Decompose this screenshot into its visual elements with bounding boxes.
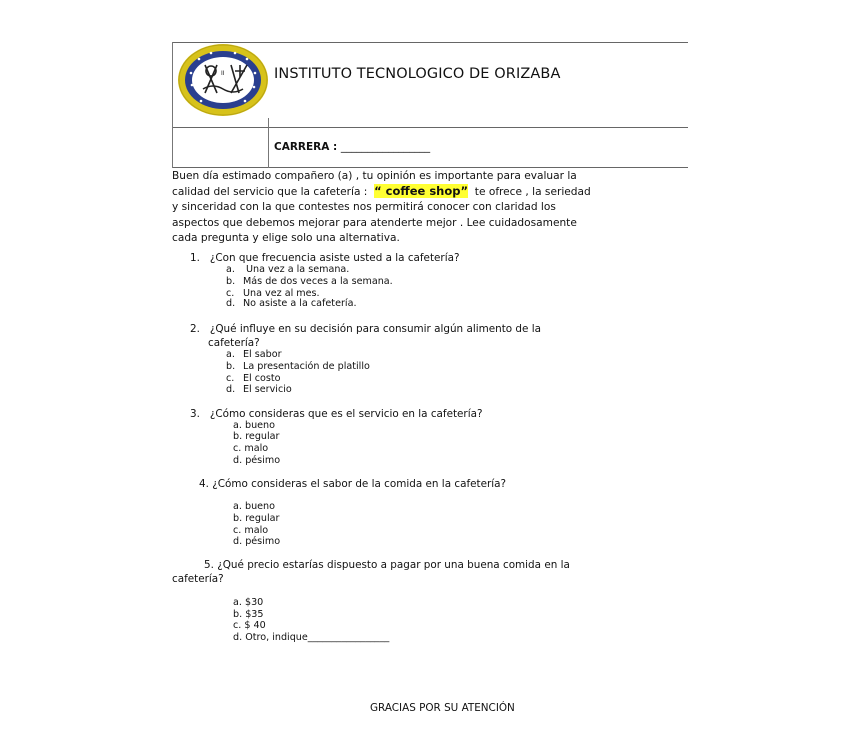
svg-text:II: II <box>221 70 225 77</box>
option-2a[interactable] <box>226 349 282 361</box>
option-1d[interactable] <box>226 298 357 310</box>
coffee-shop-highlight: “ coffee shop” <box>374 184 469 199</box>
seal-logo-icon <box>177 43 269 117</box>
option-text: El sabor <box>243 349 282 360</box>
intro-line: aspectos que debemos mejorar para atenderte mejor . Lee cuidadosamente <box>172 216 577 229</box>
option-text: La presentación de platillo <box>243 361 370 372</box>
option-4d[interactable]: d. pésimo <box>233 536 281 547</box>
question-4 <box>199 478 506 491</box>
option-text: El servicio <box>243 384 292 395</box>
option-text: Una vez a la semana. <box>246 264 350 275</box>
option-2c[interactable] <box>226 373 281 385</box>
option-4c[interactable]: c. malo <box>233 525 269 536</box>
option-text: Una vez al mes. <box>243 288 320 299</box>
carrera-field <box>274 141 430 153</box>
question-5-continuation: cafetería? <box>172 573 224 585</box>
option-letter: c. <box>226 288 235 299</box>
thanks-footer: GRACIAS POR SU ATENCIÓN <box>370 702 515 714</box>
option-2d[interactable] <box>226 384 292 396</box>
option-4b[interactable]: b. regular <box>233 513 280 524</box>
question-2-continuation: cafetería? <box>208 337 260 349</box>
question-number: 1. <box>190 252 200 264</box>
question-number: 4. <box>199 478 209 490</box>
option-5a[interactable]: a. $30 <box>233 597 264 608</box>
intro-line: Buen día estimado compañero (a) , tu opinión es importante para evaluar la <box>172 170 577 182</box>
intro-line <box>172 184 612 200</box>
carrera-label: CARRERA : <box>274 141 338 153</box>
option-2b[interactable] <box>226 361 370 373</box>
option-letter: b. <box>226 276 236 287</box>
option-text: El costo <box>243 373 281 384</box>
question-2 <box>190 323 541 336</box>
question-text: ¿Con que frecuencia asiste usted a la cafetería? <box>209 252 460 264</box>
intro-line: cada pregunta y elige solo una alternativa. <box>172 231 400 244</box>
table-middle-border <box>172 127 688 128</box>
option-3d[interactable]: d. pésimo <box>233 455 281 466</box>
option-letter: b. <box>226 361 236 372</box>
option-5c[interactable]: c. $ 40 <box>233 620 266 631</box>
intro-line-part: te ofrece , la seriedad <box>474 186 591 199</box>
institute-name: INSTITUTO TECNOLOGICO DE ORIZABA <box>274 66 561 82</box>
table-column-divider <box>268 118 269 168</box>
option-letter: a. <box>226 264 235 275</box>
option-5b[interactable]: b. $35 <box>233 609 264 620</box>
question-text: ¿Qué influye en su decisión para consumir algún alimento de la <box>209 323 541 335</box>
option-letter: d. <box>226 384 236 395</box>
intro-paragraph <box>172 169 612 246</box>
table-left-border <box>172 42 173 168</box>
option-text: No asiste a la cafetería. <box>243 298 357 309</box>
intro-line: y sinceridad con la que contestes nos permitirá conocer con claridad los <box>172 201 556 214</box>
question-text: ¿Cómo consideras que es el servicio en la cafetería? <box>209 408 483 420</box>
option-4a[interactable]: a. bueno <box>233 501 276 512</box>
option-3a[interactable]: a. bueno <box>233 420 276 431</box>
question-text: ¿Qué precio estarías dispuesto a pagar por una buena comida en la <box>217 559 570 571</box>
table-bottom-border <box>172 167 688 168</box>
option-1b[interactable] <box>226 276 393 288</box>
option-text: Más de dos veces a la semana. <box>243 276 393 287</box>
option-letter: c. <box>226 373 235 384</box>
option-letter: d. <box>226 298 236 309</box>
carrera-blank: _________________ <box>340 141 431 153</box>
question-number: 5. <box>204 559 214 571</box>
intro-line-part: calidad del servicio que la cafetería : <box>172 186 368 199</box>
question-text: ¿Cómo consideras el sabor de la comida en la cafetería? <box>212 478 507 490</box>
option-letter: a. <box>226 349 235 360</box>
question-number: 2. <box>190 323 200 335</box>
option-3c[interactable]: c. malo <box>233 443 269 454</box>
option-5d[interactable]: d. Otro, indique_________________ <box>233 632 390 643</box>
option-3b[interactable]: b. regular <box>233 431 280 442</box>
question-number: 3. <box>190 408 200 420</box>
question-5 <box>204 559 570 572</box>
option-1a[interactable] <box>226 264 350 276</box>
